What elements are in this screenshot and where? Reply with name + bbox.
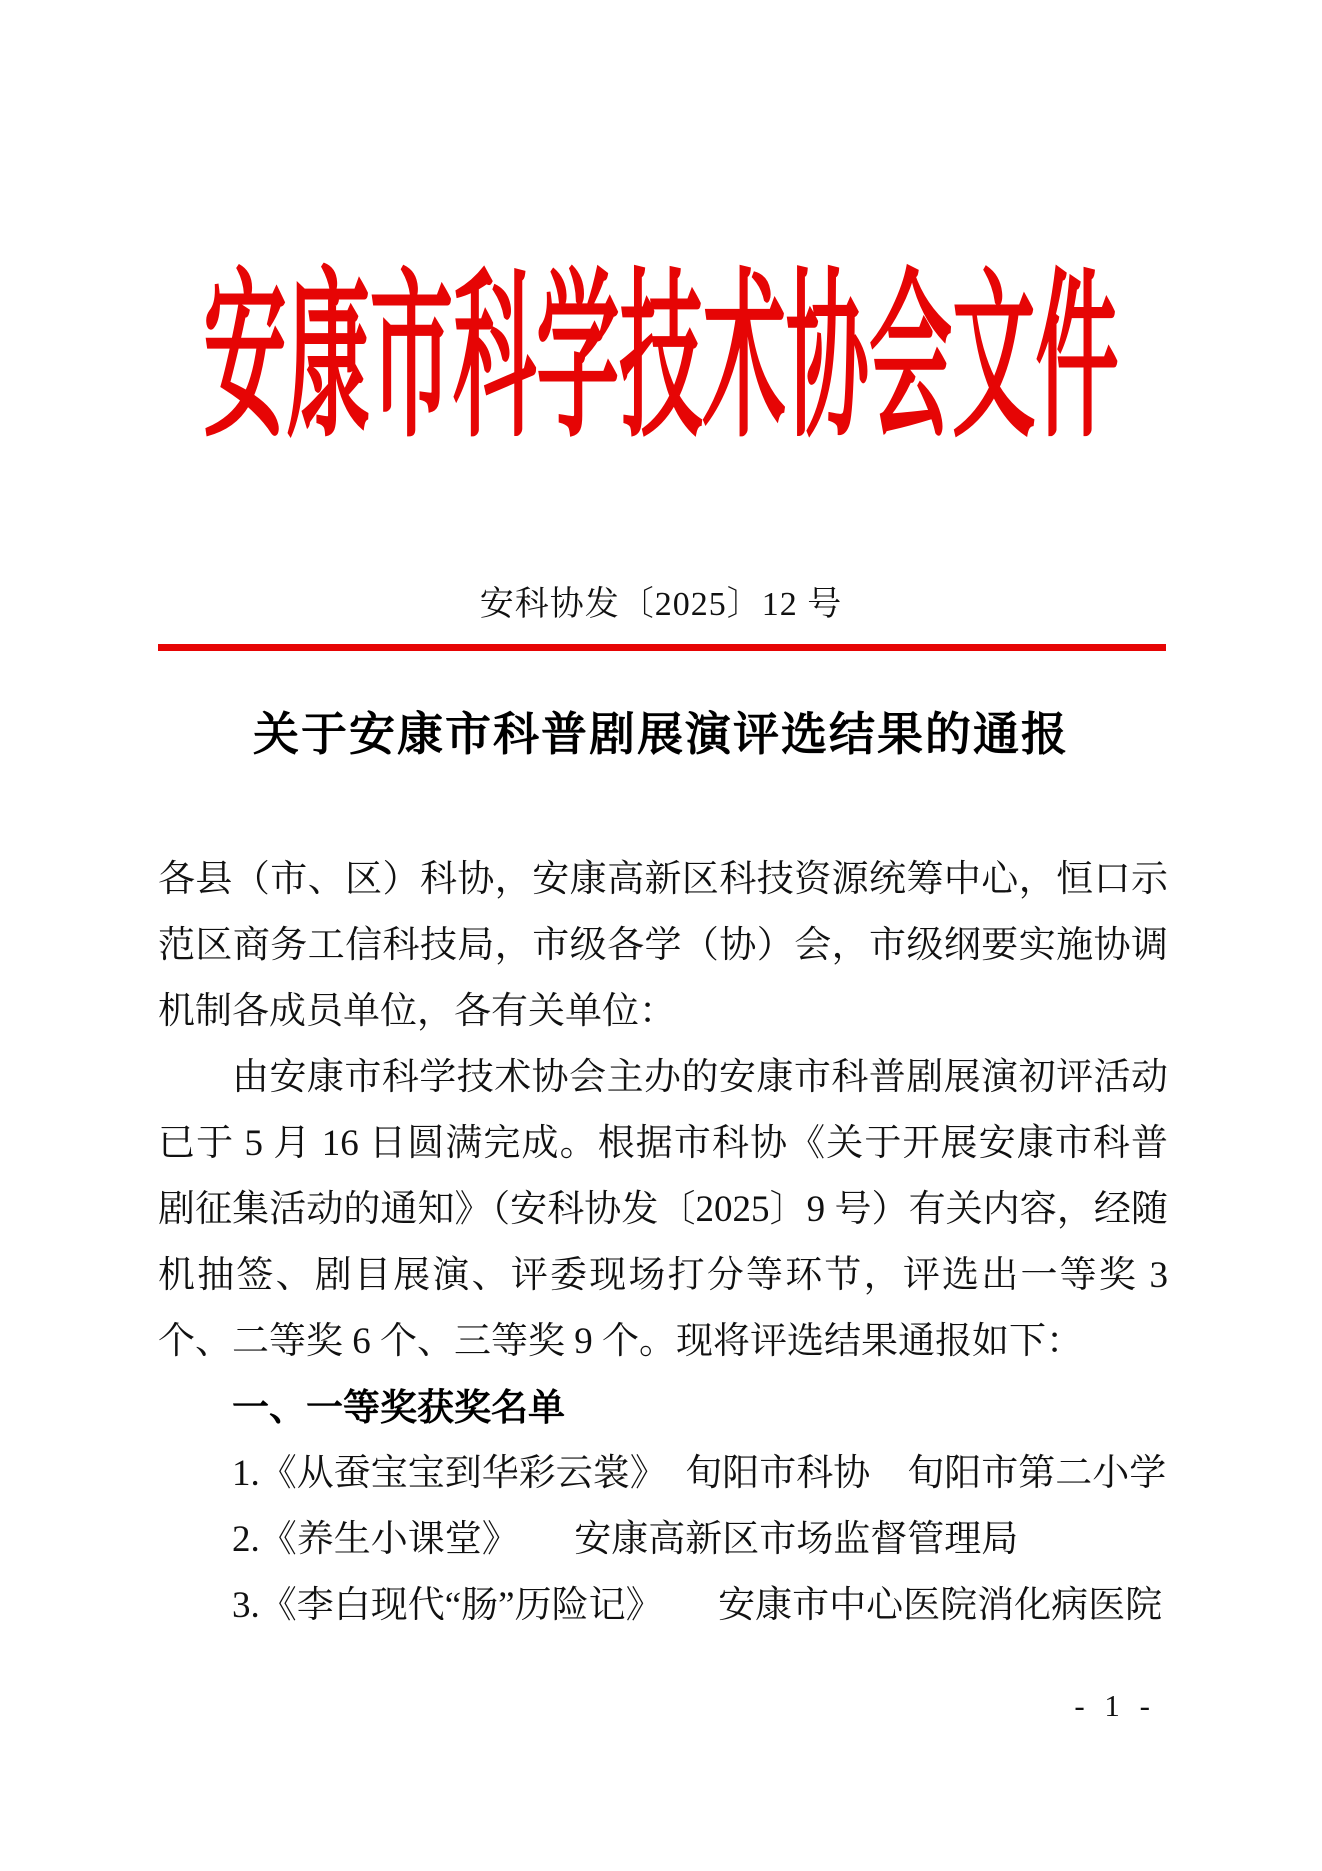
award-item-3: 3.《李白现代“肠”历险记》 安康市中心医院消化病医院 (232, 1585, 1163, 1626)
intro-paragraph: 由安康市科学技术协会主办的安康市科普剧展演初评活动已于 5 月 16 日圆满完成。根据市科协《关于开展安康市科普剧征集活动的通知》（安科协发〔2025〕9 号）有关内容，经随机抽签、剧目展演、评委现场打分等环节，评选出一等奖 3 个、二等奖 6 个、三等奖 9 个。现将评选结果通报如下： (158, 1057, 1168, 1362)
document-body (158, 847, 1168, 1639)
red-divider-line (158, 644, 1166, 651)
redhead-masthead (0, 257, 1322, 459)
award-item-2: 2.《养生小课堂》 安康高新区市场监督管理局 (232, 1519, 1019, 1560)
section-heading-first-prize: 一、一等奖获奖名单 (232, 1387, 565, 1428)
document-title: 关于安康市科普剧展演评选结果的通报 (253, 709, 1069, 760)
award-item-1: 1.《从蚕宝宝到华彩云裳》 旬阳市科协 旬阳市第二小学 (232, 1453, 1167, 1494)
page-number: - 1 - (1074, 1688, 1156, 1723)
salutation-paragraph: 各县（市、区）科协，安康高新区科技资源统筹中心，恒口示范区商务工信科技局，市级各学（协）会，市级纲要实施协调机制各成员单位，各有关单位： (158, 859, 1168, 1032)
org-title: 安康市科学技术协会文件 (203, 257, 1119, 459)
doc-number: 安科协发〔2025〕12 号 (479, 586, 843, 623)
